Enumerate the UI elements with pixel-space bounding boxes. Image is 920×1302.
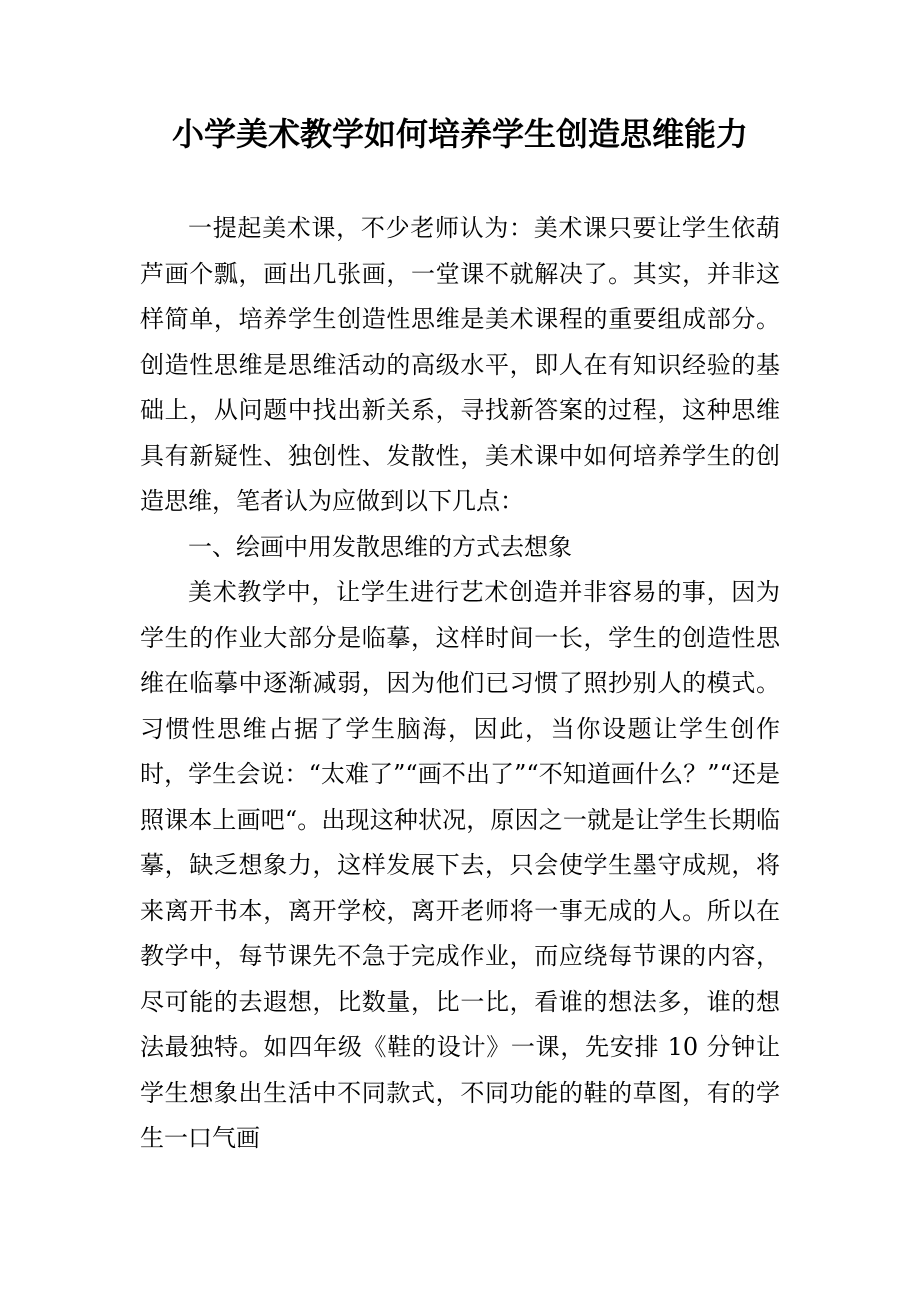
section-1-paragraph: 美术教学中，让学生进行艺术创造并非容易的事，因为学生的作业大部分是临摹，这样时间一长，学生的创造性思维在临摹中逐渐减弱，因为他们已习惯了照抄别人的模式。习惯性思维占据了学生脑海，因此，当你设题让学生创作时，学生会说：“太难了”“画不出了”“不知道画什么？”“还是照课本上画吧“。出现这种状况，原因之一就是让学生长期临摹，缺乏想象力，这样发展下去，只会使学生墨守成规，将来离开书本，离开学校，离开老师将一事无成的人。所以在教学中，每节课先不急于完成作业，而应绕每节课的内容，尽可能的去遐想，比数量，比一比，看谁的想法多，谁的想法最独特。如四年级《鞋的设计》一课，先安排 10 分钟让学生想象出生活中不同款式，不同功能的鞋的草图，有的学生一口气画 [140, 578, 780, 1152]
document-body [140, 206, 780, 1162]
intro-paragraph: 一提起美术课，不少老师认为：美术课只要让学生依葫芦画个瓢，画出几张画，一堂课不就解决了。其实，并非这样简单，培养学生创造性思维是美术课程的重要组成部分。创造性思维是思维活动的高级水平，即人在有知识经验的基础上，从问题中找出新关系，寻找新答案的过程，这种思维具有新疑性、独创性、发散性，美术课中如何培养学生的创造思维，笔者认为应做到以下几点： [140, 214, 780, 515]
section-heading-1: 一、绘画中用发散思维的方式去想象 [188, 532, 572, 561]
document-title: 小学美术教学如何培养学生创造思维能力 [171, 115, 748, 153]
